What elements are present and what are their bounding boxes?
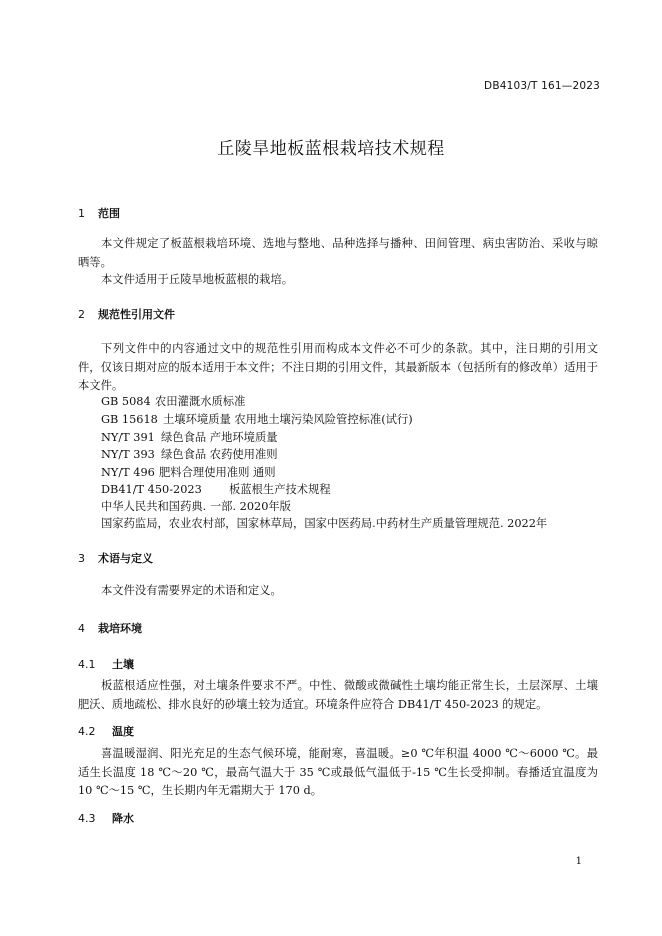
reference-title: 板蓝根生产技术规程 (229, 483, 331, 496)
page-number: 1 (575, 856, 582, 867)
subsection-number: 4.2 (78, 725, 96, 738)
section-title: 范围 (98, 207, 120, 220)
reference-code: DB41/T 450-2023 (101, 483, 202, 496)
section-number: 3 (78, 552, 85, 565)
reference-item (101, 447, 278, 463)
reference-item (101, 465, 276, 481)
section-title: 栽培环境 (98, 622, 142, 635)
subsection-number: 4.3 (78, 812, 96, 825)
subsection-4-3-heading (78, 810, 134, 826)
subsection-title: 土壤 (112, 658, 134, 671)
reference-title: 肥料合理使用准则 通则 (159, 466, 276, 479)
section-title: 规范性引用文件 (98, 308, 175, 321)
subsection-4-2-paragraph: 喜温暖湿润、阳光充足的生态气候环境，能耐寒，喜温暖。≥0 ℃年积温 4000 ℃～6000 ℃。最适生长温度 18 ℃～20 ℃，最高气温大于 35 ℃或最低气温低于-15 ℃生长受抑制。春播适宜温度为 10 ℃～15 ℃，生长期内年无霜期大于 170 d。 (78, 747, 598, 797)
reference-code: NY/T 496 (101, 466, 155, 479)
reference-item (101, 430, 278, 446)
subsection-4-2-heading (78, 723, 134, 739)
reference-code: GB 5084 (101, 395, 151, 408)
section-2-intro: 下列文件中的内容通过文中的规范性引用而构成本文件必不可少的条款。其中，注日期的引用文件，仅该日期对应的版本适用于本文件；不注日期的引用文件，其最新版本（包括所有的修改单）适用于本文件。 (78, 342, 598, 392)
section-3-heading (78, 550, 153, 566)
subsection-4-1-heading (78, 656, 134, 672)
reference-item (101, 412, 413, 428)
reference-code: NY/T 391 (101, 431, 155, 444)
document-number: DB4103/T 161—2023 (484, 80, 600, 92)
subsection-title: 降水 (112, 812, 134, 825)
reference-title: 土壤环境质量 农用地土壤污染风险管控标准(试行) (163, 413, 413, 426)
section-4-heading (78, 620, 142, 636)
section-2-heading (78, 306, 175, 322)
reference-item (101, 394, 245, 410)
section-1-paragraph-2: 本文件适用于丘陵旱地板蓝根的栽培。 (101, 273, 294, 286)
reference-title: 绿色食品 农药使用准则 (161, 448, 278, 461)
section-1-heading (78, 205, 120, 221)
reference-title: 农田灌溉水质标准 (155, 395, 246, 408)
section-number: 1 (78, 207, 85, 220)
section-number: 4 (78, 622, 85, 635)
reference-item (101, 482, 331, 498)
reference-title: 绿色食品 产地环境质量 (161, 431, 278, 444)
reference-code: NY/T 393 (101, 448, 155, 461)
page-title: 丘陵旱地板蓝根栽培技术规程 (217, 139, 445, 159)
reference-code: GB 15618 (101, 413, 158, 426)
reference-other: 中华人民共和国药典. 一部. 2020年版 (101, 500, 291, 513)
subsection-4-1-paragraph: 板蓝根适应性强，对土壤条件要求不严。中性、微酸或微碱性土壤均能正常生长，土层深厚、土壤肥沃、质地疏松、排水良好的砂壤土较为适宜。环境条件应符合 DB41/T 450-2023 的规定。 (78, 679, 598, 711)
section-number: 2 (78, 308, 85, 321)
subsection-title: 温度 (112, 725, 134, 738)
reference-other: 国家药监局，农业农村部，国家林草局，国家中医药局.中药材生产质量管理规范. 2022年 (101, 517, 548, 530)
section-1-paragraph-1: 本文件规定了板蓝根栽培环境、选地与整地、品种选择与播种、田间管理、病虫害防治、采收与晾晒等。 (78, 237, 598, 269)
section-3-paragraph: 本文件没有需要界定的术语和定义。 (101, 584, 282, 597)
subsection-number: 4.1 (78, 658, 96, 671)
section-title: 术语与定义 (98, 552, 153, 565)
